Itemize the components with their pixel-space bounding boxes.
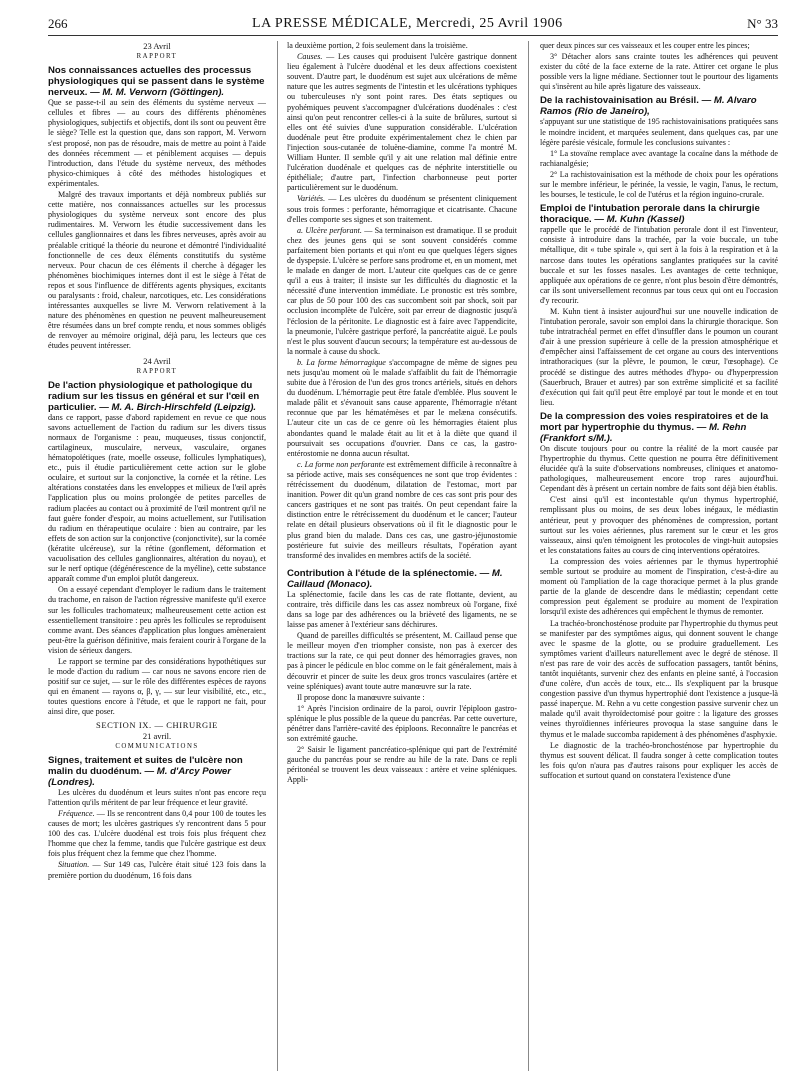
article-paragraph: On a essayé cependant d'employer le radium dans le traitement du trachome, en raison de l'action régressive manifeste qu'il exerce sur les follicules trachomateux; malheureusement cette action est essentiellement transitoire : peu après les follicules se reproduisent comme avant. Des séances d'application plus longues amèneraient peut-être la guérison définitive, mais feraient courir à l'organe de la vision de sérieux dangers. — [48, 585, 266, 655]
article-paragraph: M. Kuhn tient à insister aujourd'hui sur une nouvelle indication de l'intubation perorale, savoir son emploi dans la chirurgie thoracique. Son tube intratrachéal permet en effet d'insuffler dans le poumon un courant d'air à une pression supérieure à celle de la pression atmosphérique et d'empêcher ainsi l'affaissement de cet organe au cours des interventions intrathoraciques (sur la plèvre, le poumon, le cœur, l'œsophage). Ce procédé se distingue des autres méthodes d'hypo- ou d'hyperpression (Sauerbruch, Brauer et autres) par son extrême simplicité et sa facilité d'exécution qui fait qu'il peut être employé par tout le monde et en tout lieu. — [540, 306, 778, 407]
column-3 — [540, 41, 778, 1077]
article-title-duodenum: Signes, traitement et suites de l'ulcère non malin du duodénum. — M. d'Arcy Power (Londres). — [48, 754, 243, 788]
article-paragraph: 1° La stovaïne remplace avec avantage la cocaïne dans la méthode de rachianalgésie; — [540, 148, 778, 168]
article-paragraph: C'est ainsi qu'il est incontestable qu'un thymus hypertrophié, remplissant plus ou moins, de ses deux lobes inégaux, le médiastin antérieur, peut y provoquer des phénomènes de compression, portant surtout sur les voies aériennes, plus rarement sur le cœur et les gros vaisseaux, ainsi qu'en témoignent les protocoles de vingt-huit autopsies et les constatations faites au cours de cinq interventions opératoires. — [540, 495, 778, 555]
report-date: 23 Avril — [143, 41, 171, 51]
article-paragraph: Fréquence. — Ils se rencontrent dans 0,4 pour 100 de toutes les causes de mort; les ulcères gastriques s'y rencontrent dans 5 pour 100 des cas. L'ulcère duodénal est trois fois plus fréquent chez l'homme que chez la femme, tandis que l'ulcère gastrique est deux fois plus fréquent chez la femme que chez l'homme. — [48, 809, 266, 859]
article-paragraph: Situation. — Sur 149 cas, l'ulcère était situé 123 fois dans la première portion du duodénum, 16 fois dans — [48, 860, 266, 880]
article-paragraph: Les ulcères du duodénum et leurs suites n'ont pas encore reçu l'attention qu'ils méritent de par leur fréquence et leur gravité. — [48, 787, 266, 807]
article-paragraph: La splénectomie, facile dans les cas de rate flottante, devient, au contraire, très difficile dans les cas assez nombreux où l'organe, fixé dans sa loge par des adhérences ou la brièveté des ligaments, ne se laisse pas amener à l'extérieur sans déchirures. — [287, 589, 517, 630]
column-1 — [48, 41, 266, 1077]
article-paragraph: La compression des voies aériennes par le thymus hypertrophié semble surtout se produire au moment de l'inspiration, c'est-à-dire au moment où l'ampliation de la cage thoracique permet à la plus grande partie de la glande de descendre dans le médiastin; cependant cette compression peut également se produire au moment de l'expiration lorsqu'il existe des adhérences qui empêchent le thymus de remonter. — [540, 556, 778, 617]
article-paragraph: Quand de pareilles difficultés se présentent, M. Caillaud pense que le meilleur moyen d'en triompher consiste, non pas à exercer des tractions sur la rate, ce qui peut donner des hémorragies graves, non pas à pincer le pédicule en bloc comme on le fait généralement, mais à découvrir et pincer de suite les deux gros troncs vasculaires (artère et veine spléniques) avant toute autre manœuvre sur la rate. — [287, 631, 517, 691]
article-paragraph: Le rapport se termine par des considérations hypothétiques sur le mode d'action du radium — car nous ne savons encore rien de positif sur ce sujet, — sur le rôle des différentes espèces de rayons qui en émanent — rayons α, β, γ, — sur leur visibilité, etc., etc., toutes questions encore à l'étude, et que le rapport ne fait, pour ainsi dire, que poser. — [48, 656, 266, 717]
article-paragraph: 3° Détacher alors sans crainte toutes les adhérences qui peuvent exister du côté de la face externe de la rate. Attirer cet organe le plus possible vers la ligne médiane. Sectionner tout le pourtour des ligaments qui s'insèrent au hile après ligature des vaisseaux. — [540, 52, 778, 92]
article-paragraph: rappelle que le procédé de l'intubation perorale dont il est l'inventeur, consiste à introduire dans la trachée, par la voie buccale, un tube métallique, dit « tube spirale », qui sert à la fois à la respiration et à la narcose dans toutes les opérations sanglantes pratiquées sur la cavité buccale et sur les fosses nasales. Les avantages de cette technique, appliquée aux opérations de ce genre, n'ont plus besoin d'être démontrés, car ils sont universellement reconnus par tous ceux qui ont eu l'occasion d'y recourir. — [540, 225, 778, 305]
column-divider — [277, 41, 278, 1071]
section-date: 21 avril. — [142, 730, 172, 741]
article-title-splenectomie: Contribution à l'étude de la splénectomie. — M. Caillaud (Monaco). — [287, 567, 503, 590]
article-paragraph: s'appuyant sur une statistique de 195 rachistovainisations pratiquées sans le moindre incident, et marquées seulement, dans quelques cas, par une légère parésie vésicale, formule les conclusions suivantes : — [540, 117, 778, 147]
article-paragraph: 1° Après l'incision ordinaire de la paroi, ouvrir l'épiploon gastro-splénique le plus possible de la queue du pancréas. Par cette ouverture, pénétrer dans l'arrière-cavité des épiploons. Reconnaître le pancréas et son extrémité gauche. — [287, 703, 517, 744]
article-paragraph: a. Ulcère perforant. — Sa terminaison est dramatique. Il se produit chez des jeunes gens qui se sont souvent considérés comme parfaitement bien portants et qui n'ont eu que quelques légers signes de dyspepsie. L'ulcère se perfore sans prodrome et, en un moment, met le malade en danger de mort. L'auteur cite quelques cas de ce genre qu'il a eus à traiter; il insiste sur les difficultés du diagnostic et la nécessité d'une intervention immédiate. Le pronostic est très sombre, car plus de 50 pour 100 des cas succombent soit par shock, soit par occlusion incomplète de l'ulcère, soit par erreur de diagnostic jusqu'à l'éclosion de la péritonite. Le diagnostic est à faire avec l'appendicite, la pneumonie, l'ulcère gastrique perforé, la pancréatite aiguë. Le pouls n'est le plus souvent d'aucun secours; la température est au-dessous de la normale à cause du shock. — [287, 225, 517, 356]
article-paragraph: La trachéo-bronchosténose produite par l'hypertrophie du thymus peut se manifester par des symptômes aigus, qui donnent souvent le change avec le spasme de la glotte, ou se produire graduellement. Les symptômes varient d'ailleurs naturellement avec le degré de sténose. Il n'est pas rare de voir des accès de suffocation passagers, tantôt bénins, tantôt inquiétants, survenir chez des enfants en pleine santé, à l'occasion d'une colère, d'un accès de toux, etc... Ils s'expliquent par la brusque congestion passive d'un thymus hypertrophié dont l'existence a jusque-là passé inaperçue. M. Rehn a vu cette congestion passive survenir chez un malade qu'il avait thyroïdectomisé pour goitre : la ligature des grosses veines thyroïdiennes inférieures provoqua la stase sanguine dans le thymus et le malade succomba rapidement à des phénomènes d'asphyxie. — [540, 618, 778, 739]
article-title-radium: De l'action physiologique et pathologique du radium sur les tissus en général et sur l'œil en particulier. — M. A. Birch-Hirschfeld (Leipzig). — [48, 379, 260, 413]
article-paragraph: Que se passe-t-il au sein des éléments du système nerveux — cellules et fibres — au cours des différents phénomènes physiologiques, subjectifs et objectifs, dont ils sont ou peuvent être le siège? Telle est la question que, dans son rapport, M. Verworn s'est proposé, non pas de résoudre, mais de mettre au point à l'aide des données récemment — et péniblement acquises — depuis l'introduction, dans l'étude du système nerveux, des méthodes physico-chimiques à côté des méthodes histologiques et expérimentales. — [48, 98, 266, 188]
article-paragraph: Variétés. — Les ulcères du duodénum se présentent cliniquement sous trois formes : perforante, hémorragique et cicatrisante. Chacune d'elles comporte ses signes et son traitement. — [287, 194, 517, 224]
article-paragraph: b. La forme hémorragique s'accompagne de même de signes peu nets jusqu'au moment où le malade s'affaiblit du fait de l'hémorragie subite due à l'érosion de l'un des gros troncs artériels, situés en dehors du duodénum. L'hémorragie peut être fatale d'emblée. Plus souvent le malade pâlit et s'évanouit sans cause apparente, l'hémorragie n'étant reconnue que par les hématémèses et par le melæna consécutifs. L'auteur cite un cas de ce genre où les hémorragies étaient plus abondantes quand le malade était au lit et à la diète que quand il poursuivait ses occupations d'ouvrier. Dans ce cas, la gastro-entérostomie ne donna aucun résultat. — [287, 357, 517, 458]
section-heading: SECTION IX. — CHIRURGIE — [96, 719, 218, 730]
article-paragraph: quer deux pinces sur ces vaisseaux et les couper entre les pinces; — [540, 41, 750, 50]
report-kicker: RAPPORT — [136, 367, 178, 375]
column-divider — [528, 41, 529, 1071]
journal-title: LA PRESSE MÉDICALE, Mercredi, 25 Avril 1906 — [252, 16, 563, 31]
article-paragraph: On discute toujours pour ou contre la réalité de la mort causée par l'hypertrophie du thymus. Cette question ne pourra être définitivement élucidée qu'à la suite d'observations nombreuses, cliniques et anatomo-pathologiques, malheureusement encore trop rares aujourd'hui. Cependant dès à présent un certain nombre de faits sont déjà bien établis. — [540, 443, 778, 494]
article-title-intubation: Emploi de l'intubation perorale dans la chirurgie thoracique. — M. Kuhn (Kassel) — [540, 203, 760, 226]
page-header — [48, 6, 778, 36]
issue-number: N° 33 — [747, 16, 778, 31]
article-title-verworn: Nos connaissances actuelles des processus physiologiques qui se passent dans le système nerveux. — M. M. Verworn (Göttingen). — [48, 65, 265, 99]
article-paragraph: 2° La rachistovainisation est la méthode de choix pour les opérations sur le membre inférieur, le périnée, la vessie, le vagin, l'anus, le rectum, les bourses, le testicule, le col de l'utérus et la région inguino-crurale. — [540, 169, 778, 200]
article-paragraph: dans ce rapport, passe d'abord rapidement en revue ce que nous savons actuellement de l'action du radium sur les divers tissus normaux de l'organisme : peau, muqueuses, tissus conjonctif, cartilagineux, musculaire, nerveux, vasculaire, organes hématopoïétiques (rate, moelle osseuse, follicules lymphatiques), etc., puis il étudie particulièrement cette action sur le globe oculaire, et surtout sur la conjonctive, la cornée et la rétine. Les altérations constatées dans les enveloppes et milieux de l'œil après l'application plus ou moins prolongée de petites parcelles de radium placées au contact ou à proximité de l'œil montrent qu'il ne faut guère fonder d'espoir, au moins actuellement, sur l'utilisation du radium en thérapeutique oculaire : bien au contraire, par les effets de son action sur la conjonctive (conjonctivite), sur la cornée (kératite ulcéreuse), sur la rétine (gonflement, déformation et vacuolisation des cellules ganglionnaires, altération du noyau), et sur le nerf optique (dégénérescence de la myéline), cette substance apparaît comme d'un emploi plutôt dangereux. — [48, 412, 266, 584]
column-2 — [287, 41, 517, 1077]
article-paragraph: la deuxième portion, 2 fois seulement dans la troisième. — [287, 41, 468, 50]
page-number: 266 — [48, 16, 68, 31]
report-kicker: RAPPORT — [136, 53, 178, 61]
article-title-rachistovainisation: De la rachistovainisation au Brésil. — M. Alvaro Ramos (Rio de Janeiro), — [540, 95, 757, 118]
article-title-thymus: De la compression des voies respiratoires et de la mort par hypertrophie du thymus. — M. Rehn (Frankfort s/M.). — [540, 410, 769, 444]
article-paragraph: Il propose donc la manœuvre suivante : — [297, 692, 425, 702]
article-paragraph: Causes. — Les causes qui produisent l'ulcère gastrique donnent lieu également à l'ulcère duodénal et les deux affections coexistent souvent. D'autre part, le duodénum est sujet aux ulcérations de même nature que les autres segments de l'intestin et les ulcérations typhiques ou tuberculeuses n'y sont point rares. Des états septiques ou pyohémiques peuvent s'accompagner d'ulcérations duodénales : c'est ainsi qu'on peut rencontrer celles-ci à la suite de brûlures, surtout si elles ont été suivies d'une suppuration considérable. L'ulcération duodénale peut être produite expérimentalement chez le chien par l'injection sous-cutanée de toluène-diamine, comme l'a montré M. William Hunter. Il semble qu'il y ait une relation mal définie entre l'ulcération duodénale et quelques cas de néphrite interstitielle ou épithéliale; d'autre part, l'infection charbonneuse peut porter particulièrement sur le duodénum. — [287, 52, 517, 193]
report-date: 24 Avril — [143, 355, 171, 366]
article-paragraph: 2° Saisir le ligament pancréatico-splénique qui part de l'extrémité gauche du pancréas pour se rendre au hile de la rate. Dans ce repli péritonéal se trouvent les deux vaisseaux : artère et veine spléniques. Appli- — [287, 745, 517, 785]
article-paragraph: Le diagnostic de la trachéo-bronchosténose par hypertrophie du thymus est souvent délicat. Il faudra songer à cette complication toutes les fois qu'on n'aura pas d'autres raisons pour expliquer les accès de suffocation et surtout quand on constatera l'existence d'une — [540, 740, 778, 780]
article-paragraph: Malgré des travaux importants et déjà nombreux publiés sur cette matière, nos connaissances actuelles sur les processus physiologiques du système nerveux sont encore des plus rudimentaires. M. Verworn les étudie successivement dans les cellules ganglionnaires et dans les fibres nerveuses, après avoir au préalable critiqué la théorie du neurone et démontré l'individualité fonctionnelle de ces deux éléments constitutifs du système nerveux. Pour chacun de ces éléments il cherche à dégager les phénomènes biochimiques internes dont il est le siège à l'état de repos et sous l'influence de différents agents physiques, excitants ou paralysants : froid, chaleur, narcotiques, etc. Les considérations intéressantes auxquelles se livre M. Verworn relativement à la nature des phénomènes en question ne peuvent malheureusement être résumées dans un bref compte rendu, et nous sommes obligés de renvoyer au mémoire original, déjà paru, les lecteurs que ces études peuvent intéresser. — [48, 190, 266, 351]
section-kicker: COMMUNICATIONS — [115, 742, 199, 750]
article-paragraph: c. La forme non perforante est extrêmement difficile à reconnaître à sa période active, mais ses conséquences ne sont que trop évidentes : rétrécissement du duodénum, dilatation de l'estomac, mort par inanition. Power dit qu'un grand nombre de ces cas sont pris pour des cancers gastriques et ne sont pas traités. On peut cependant faire la distinction entre le rétrécissement du duodénum et le cancer; l'auteur relate en détail plusieurs observations où il fit le diagnostic pour le plus grand bien du malade. Dans ces cas, une gastro-jéjunostomie postérieure fut suivie des meilleurs résultats, l'opération ayant transformé des invalides en membres actifs de la société. — [287, 459, 517, 560]
